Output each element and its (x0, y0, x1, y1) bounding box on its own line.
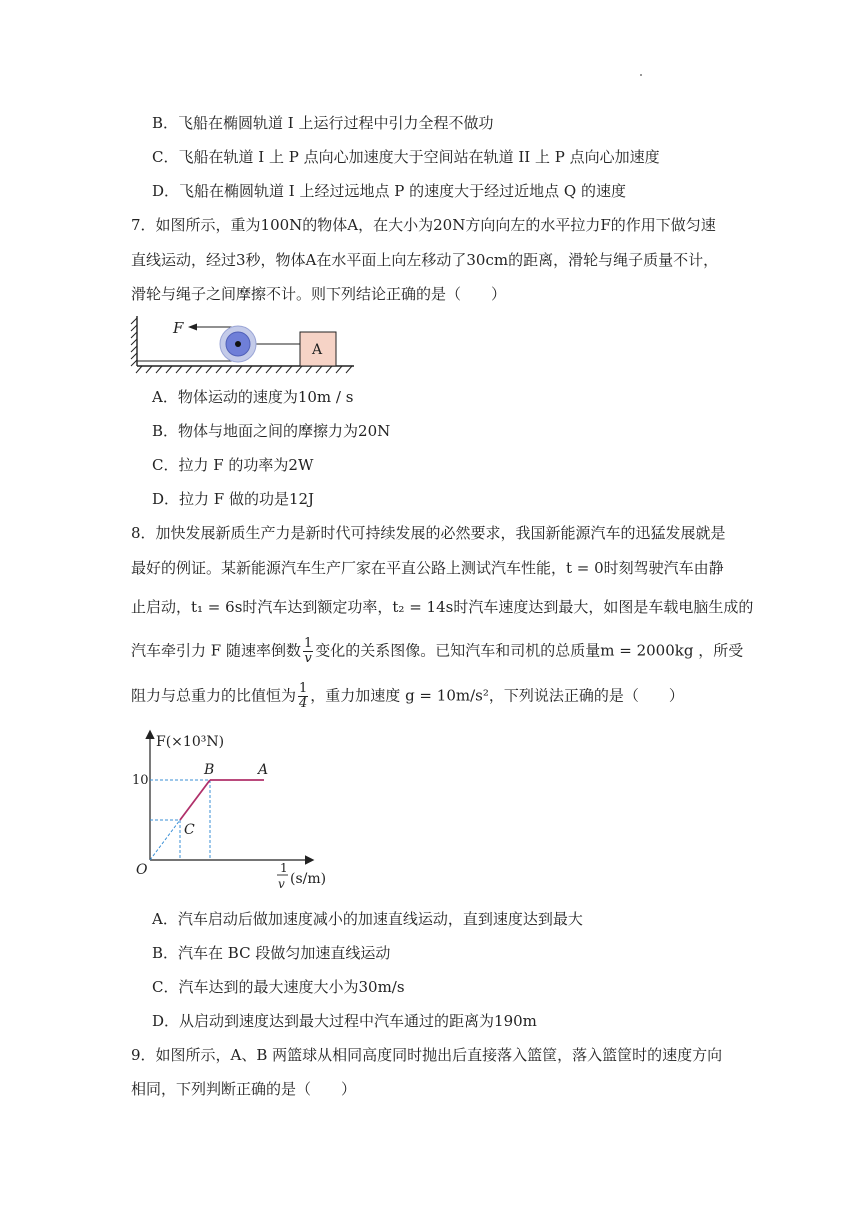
q7-stem-line3: 滑轮与绳子之间摩擦不计。则下列结论正确的是（ ） (131, 285, 507, 303)
q7-stem-line1: 7．如图所示，重为100N的物体A，在大小为20N方向向左的水平拉力F的作用下做匀速 (131, 216, 716, 234)
q8-option-b: B．汽车在 BC 段做匀加速直线运动 (152, 944, 391, 962)
guide-dash-origin-to-c (150, 820, 180, 860)
q7-option-a: A．物体运动的速度为10m / s (152, 388, 354, 406)
q8-stem-line5 (131, 682, 684, 711)
q8-option-a: A．汽车启动后做加速度减小的加速直线运动，直到速度达到最大 (152, 910, 583, 928)
pulley-axle (235, 341, 241, 347)
point-label-a: A (258, 762, 269, 778)
q9-stem-line1: 9．如图所示，A、B 两篮球从相同高度同时抛出后直接落入篮筐，落入篮筐时的速度方向 (131, 1046, 723, 1064)
q8-option-c: C．汽车达到的最大速度大小为30m/s (152, 978, 405, 996)
frac-numerator: 1 (299, 681, 308, 696)
q6-option-c: C．飞船在轨道 I 上 P 点向心加速度大于空间站在轨道 II 上 P 点向心加速度 (152, 148, 660, 166)
q8-force-graph (120, 720, 350, 895)
point-label-c: C (184, 822, 195, 838)
x-label-numerator: 1 (280, 861, 288, 875)
page-mark (640, 74, 642, 76)
y-tick-label: 10 (132, 773, 149, 788)
point-label-b: B (204, 762, 215, 778)
q7-option-d: D．拉力 F 做的功是12J (152, 490, 315, 508)
q8-option-d: D．从启动到速度达到最大过程中汽车通过的距离为190m (152, 1012, 537, 1030)
q7-option-c: C．拉力 F 的功率为2W (152, 456, 314, 474)
origin-label: O (136, 862, 148, 878)
x-label-denominator: v (278, 877, 285, 891)
wall-hatch (131, 318, 137, 366)
q6-option-b: B．飞船在椭圆轨道 I 上运行过程中引力全程不做功 (152, 114, 494, 132)
q8-stem-line2: 最好的例证。某新能源汽车生产厂家在平直公路上测试汽车性能，t = 0时刻驾驶汽车由静 (131, 559, 724, 577)
q8-stem-line5-b: ，重力加速度 g = 10m/s²，下列说法正确的是（ ） (310, 686, 684, 705)
force-arrow-head (188, 324, 197, 331)
q6-option-d: D．飞船在椭圆轨道 I 上经过远地点 P 的速度大于经过近地点 Q 的速度 (152, 182, 626, 200)
q8-stem-line4-a: 汽车牵引力 F 随速率倒数 (131, 641, 301, 660)
q8-stem-line4 (131, 637, 743, 666)
x-label-unit: (s/m) (290, 871, 327, 887)
force-label: F (173, 319, 184, 337)
q7-pulley-figure (128, 310, 360, 378)
q8-stem-line1: 8．加快发展新质生产力是新时代可持续发展的必然要求，我国新能源汽车的迅猛发展就是 (131, 524, 726, 542)
block-label: A (312, 342, 323, 358)
q8-stem-line5-a: 阻力与总重力的比值恒为 (131, 686, 297, 705)
y-axis-label: F(×10³N) (156, 734, 225, 750)
q8-stem-line4-b: 变化的关系图像。已知汽车和司机的总质量m = 2000kg ，所受 (315, 641, 744, 660)
frac-denominator: 4 (299, 696, 308, 711)
chart-marks (150, 762, 268, 860)
q8-stem-line3: 止启动，t₁ = 6s时汽车达到额定功率，t₂ = 14s时汽车速度达到最大，如图是车载电脑生成的 (131, 598, 754, 616)
q7-stem-line2: 直线运动，经过3秒，物体A在水平面上向左移动了30cm的距离，滑轮与绳子质量不计， (131, 251, 719, 269)
q9-stem-line2: 相同，下列判断正确的是（ ） (131, 1080, 357, 1098)
ground-hatch (136, 366, 352, 373)
frac-denominator: v (304, 651, 312, 666)
frac-numerator: 1 (303, 636, 313, 651)
graph-segment-cb (180, 780, 210, 820)
q8-frac-1v (303, 637, 313, 666)
q7-option-b: B．物体与地面之间的摩擦力为20N (152, 422, 391, 440)
q8-frac-14 (298, 682, 308, 711)
